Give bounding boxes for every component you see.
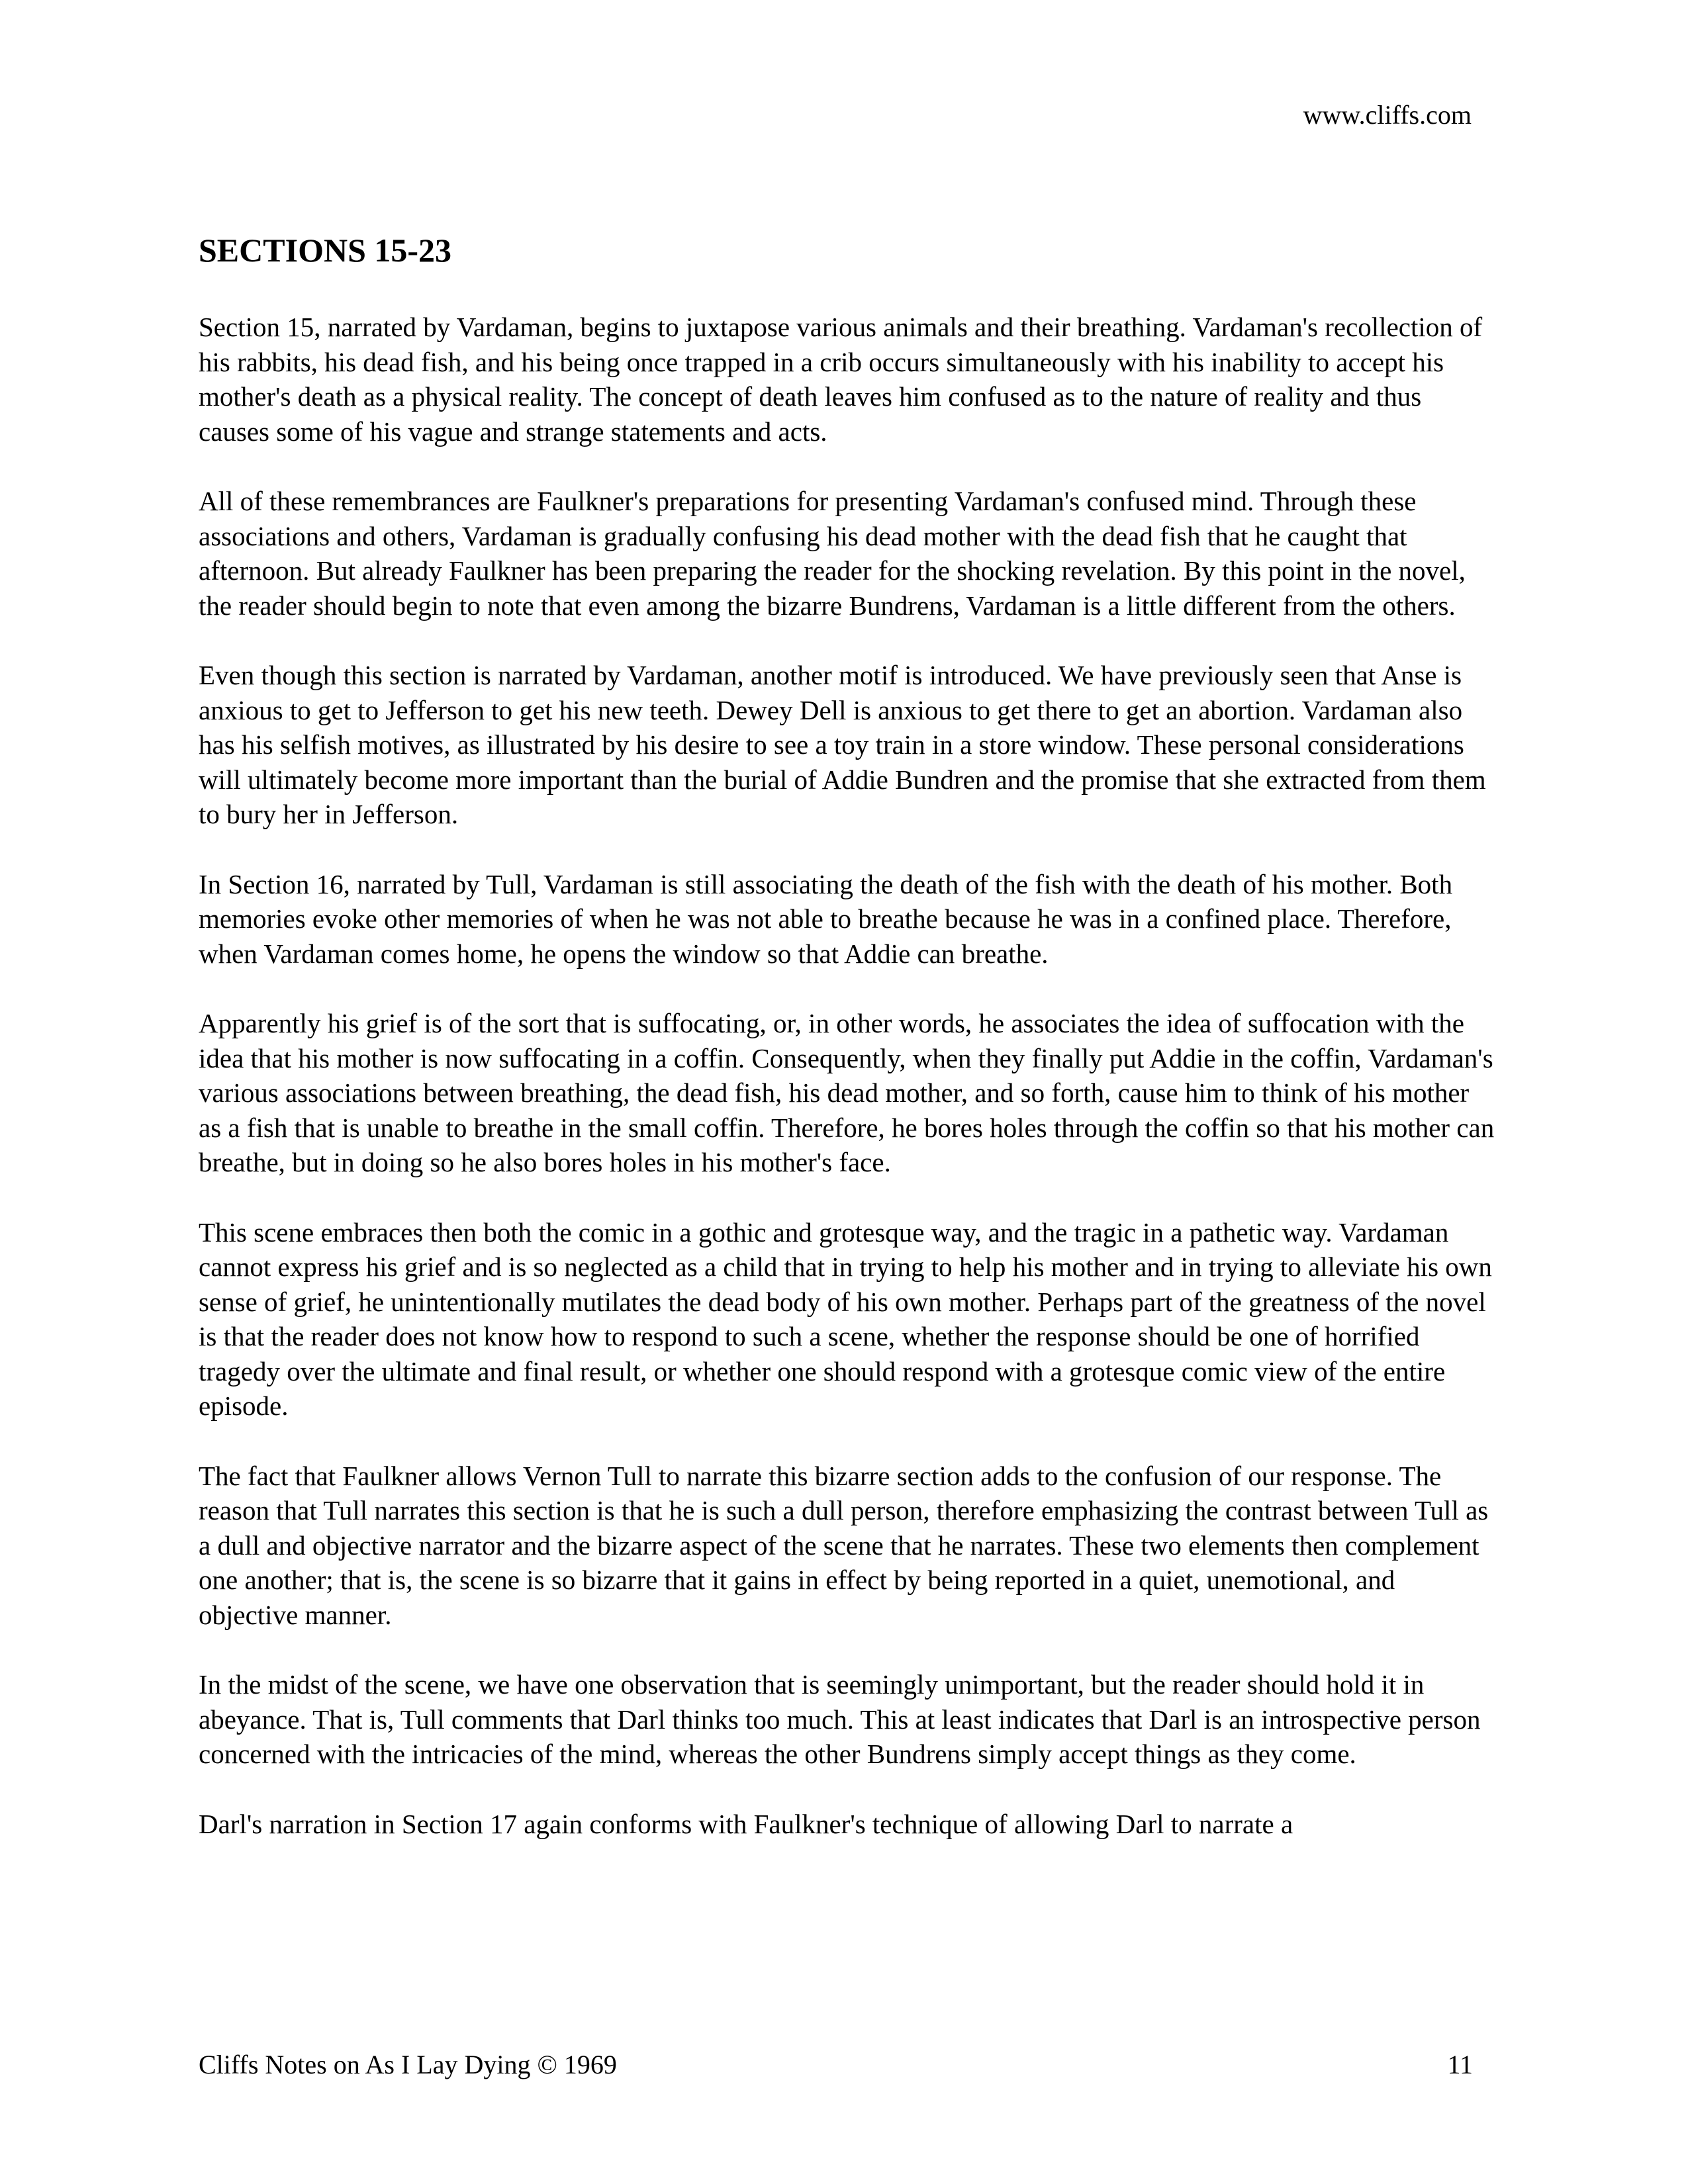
section-title: SECTIONS 15-23 xyxy=(199,232,452,269)
article-body xyxy=(199,310,1496,1876)
header-url: www.cliffs.com xyxy=(1303,100,1472,130)
paragraph: Apparently his grief is of the sort that is suffocating, or, in other words, he associates the idea of suffocation with the idea that his mother is now suffocating in a coffin. Consequently, when they finally put Addie in the coffin, Vardaman's various associations between breathing, the dead fish, his dead mother, and so forth, cause him to think of his mother as a fish that is unable to breathe in the small coffin. Therefore, he bores holes through the coffin so that his mother can breathe, but in doing so he also bores holes in his mother's face. xyxy=(199,1008,1495,1177)
paragraph: Section 15, narrated by Vardaman, begins to juxtapose various animals and their breathing. Vardaman's recollection of his rabbits, his dead fish, and his being once trapped in a crib occurs simultaneously with his inability to accept his mother's death as a physical reality. The concept of death leaves him confused as to the nature of reality and thus causes some of his vague and strange statements and acts. xyxy=(199,312,1483,447)
paragraph: This scene embraces then both the comic in a gothic and grotesque way, and the tragic in a pathetic way. Vardaman cannot express his grief and is so neglected as a child that in trying to help his mother and in trying to alleviate his own sense of grief, he unintentionally mutilates the dead body of his own mother. Perhaps part of the greatness of the novel is that the reader does not know how to respond to such a scene, whether the response should be one of horrified tragedy over the ultimate and final result, or whether one should respond with a grotesque comic view of the entire episode. xyxy=(199,1216,1492,1421)
paragraph: Darl's narration in Section 17 again conforms with Faulkner's technique of allowing Darl to narrate a xyxy=(199,1808,1293,1839)
paragraph: In Section 16, narrated by Tull, Vardaman is still associating the death of the fish with the death of his mother. Both memories evoke other memories of when he was not able to breathe because he was in a confined place. Therefore, when Vardaman comes home, he opens the window so that Addie can breathe. xyxy=(199,868,1453,969)
footer-title: Cliffs Notes on As I Lay Dying © 1969 xyxy=(199,2050,617,2079)
paragraph: The fact that Faulkner allows Vernon Tull to narrate this bizarre section adds to the confusion of our response. The reason that Tull narrates this section is that he is such a dull person, therefore emphasizing the contrast between Tull as a dull and objective narrator and the bizarre aspect of the scene that he narrates. These two elements then complement one another; that is, the scene is so bizarre that it gains in effect by being reported in a quiet, unemotional, and objective manner. xyxy=(199,1460,1489,1630)
paragraph: All of these remembrances are Faulkner's preparations for presenting Vardaman's confused mind. Through these associations and others, Vardaman is gradually confusing his dead mother with the dead fish that he caught that afternoon. But already Faulkner has been preparing the reader for the shocking revelation. By this point in the novel, the reader should begin to note that even among the bizarre Bundrens, Vardaman is a little different from the others. xyxy=(199,486,1466,621)
paragraph: In the midst of the scene, we have one observation that is seemingly unimportant, but the reader should hold it in abeyance. That is, Tull comments that Darl thinks too much. This at least indicates that Darl is an introspective person concerned with the intricacies of the mind, whereas the other Bundrens simply accept things as they come. xyxy=(199,1669,1481,1769)
paragraph: Even though this section is narrated by Vardaman, another motif is introduced. We have previously seen that Anse is anxious to get to Jefferson to get his new teeth. Dewey Dell is anxious to get there to get an abortion. Vardaman also has his selfish motives, as illustrated by his desire to see a toy train in a store window. These personal considerations will ultimately become more important than the burial of Addie Bundren and the promise that she extracted from them to bury her in Jefferson. xyxy=(199,660,1486,829)
page-number: 11 xyxy=(1447,2050,1473,2079)
